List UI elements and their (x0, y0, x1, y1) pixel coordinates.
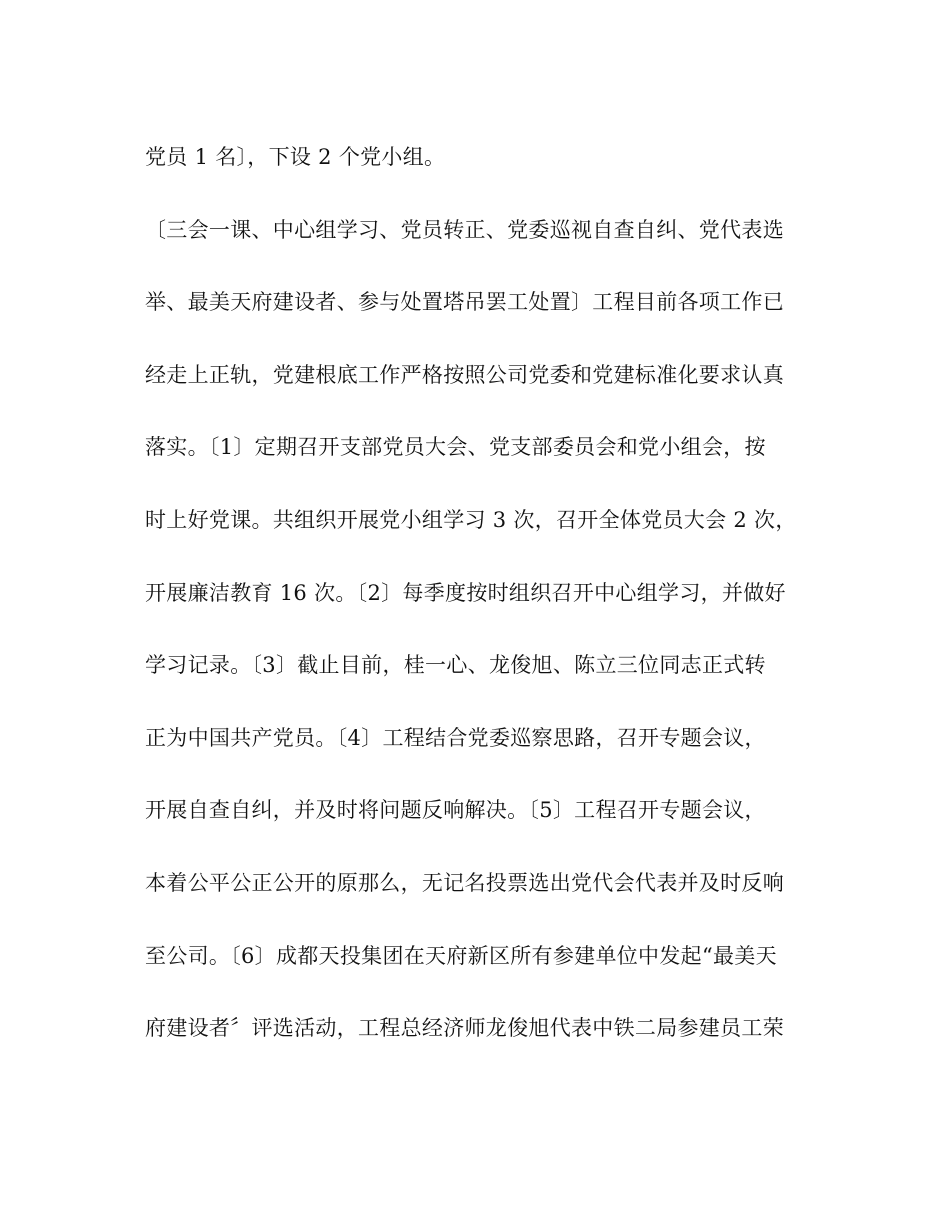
text-line-6: 时上好党课。共组织开展党小组学习 3 次，召开全体党员大会 2 次， (145, 507, 797, 532)
text-line-13: 府建设者〞评选活动，工程总经济师龙俊旭代表中铁二局参建员工荣 (145, 1016, 784, 1041)
text-line-3: 举、最美天府建设者、参与处置塔吊罢工处置〕工程目前各项工作已 (145, 290, 784, 315)
text-line-5: 落实。〔1〕定期召开支部党员大会、党支部委员会和党小组会，按 (145, 435, 766, 460)
text-line-1: 党员 1 名〕，下设 2 个党小组。 (145, 145, 446, 169)
text-line-8: 学习记录。〔3〕截止目前，桂一心、龙俊旭、陈立三位同志正式转 (145, 653, 766, 678)
text-line-10: 开展自查自纠，并及时将问题反响解决。〔5〕工程召开专题会议， (145, 798, 766, 823)
text-line-2: 〔三会一课、中心组学习、党员转正、党委巡视自查自纠、党代表选 (145, 217, 784, 242)
text-line-12: 至公司。〔6〕成都天投集团在天府新区所有参建单位中发起“最美天 (145, 943, 777, 968)
text-line-11: 本着公平公正公开的原那么，无记名投票选出党代会代表并及时反响 (145, 870, 784, 895)
text-line-7: 开展廉洁教育 16 次。〔2〕每季度按时组织召开中心组学习，并做好 (145, 580, 786, 605)
text-line-9: 正为中国共产党员。〔4〕工程结合党委巡察思路，召开专题会议， (145, 725, 766, 750)
text-line-4: 经走上正轨，党建根底工作严格按照公司党委和党建标准化要求认真 (145, 362, 784, 387)
body-text (145, 138, 825, 1082)
